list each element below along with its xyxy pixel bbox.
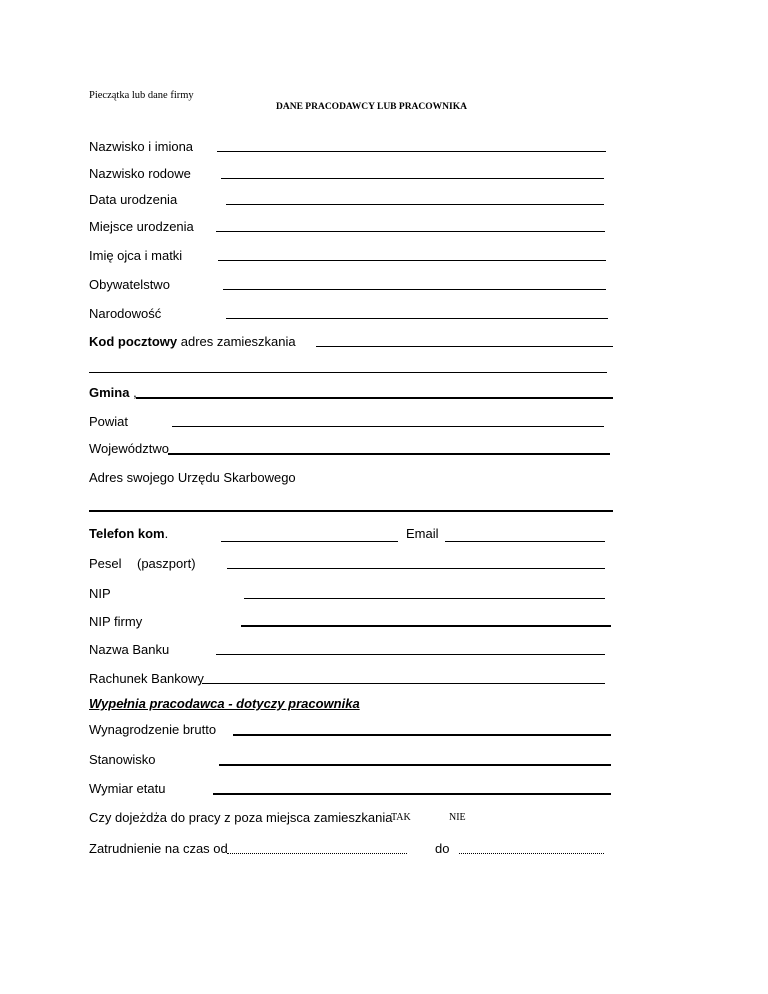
postal-code-bold-label: Kod pocztowy bbox=[89, 334, 178, 349]
work-time-field[interactable] bbox=[213, 793, 611, 795]
gmina-comma: , bbox=[133, 385, 137, 400]
bank-account-label: Rachunek Bankowy bbox=[89, 671, 204, 686]
commute-question-label: Czy dojeżdża do pracy z poza miejsca zamieszkania bbox=[89, 810, 393, 825]
family-name-label: Nazwisko rodowe bbox=[89, 166, 191, 181]
position-field[interactable] bbox=[219, 764, 611, 766]
birth-date-field[interactable] bbox=[226, 204, 604, 205]
tax-office-label: Adres swojego Urzędu Skarbowego bbox=[89, 470, 296, 485]
family-name-field[interactable] bbox=[221, 178, 604, 179]
employment-to-field[interactable] bbox=[459, 853, 604, 854]
phone-bold-label: Telefon kom bbox=[89, 526, 165, 541]
bank-account-field[interactable] bbox=[202, 683, 605, 684]
commute-yes-option[interactable]: TAK bbox=[391, 812, 411, 823]
position-label: Stanowisko bbox=[89, 752, 156, 767]
wojewodztwo-label: Województwo bbox=[89, 441, 169, 456]
address-continuation-field[interactable] bbox=[89, 372, 607, 373]
nationality-field[interactable] bbox=[226, 318, 608, 319]
phone-field[interactable] bbox=[221, 541, 398, 542]
bank-name-label: Nazwa Banku bbox=[89, 642, 170, 657]
nip-label: NIP bbox=[89, 586, 111, 601]
pesel-field[interactable] bbox=[227, 568, 605, 569]
phone-dot: . bbox=[164, 526, 169, 541]
employment-from-label: Zatrudnienie na czas od bbox=[89, 841, 228, 856]
surname-names-label: Nazwisko i imiona bbox=[89, 139, 194, 154]
birth-date-label: Data urodzenia bbox=[89, 192, 178, 207]
email-label: Email bbox=[406, 526, 439, 541]
phone-label bbox=[89, 527, 168, 540]
citizenship-label: Obywatelstwo bbox=[89, 277, 170, 292]
tax-office-field[interactable] bbox=[89, 510, 613, 512]
work-time-label: Wymiar etatu bbox=[89, 781, 166, 796]
gmina-bold-label: Gmina bbox=[89, 385, 130, 400]
passport-label: (paszport) bbox=[137, 556, 196, 571]
powiat-field[interactable] bbox=[172, 426, 604, 427]
nip-company-field[interactable] bbox=[241, 625, 611, 627]
commute-no-option[interactable]: NIE bbox=[449, 812, 466, 823]
employment-to-label: do bbox=[435, 841, 450, 856]
gross-salary-label: Wynagrodzenie brutto bbox=[89, 722, 217, 737]
company-stamp-label: Pieczątka lub dane firmy bbox=[89, 90, 194, 101]
parents-names-label: Imię ojca i matki bbox=[89, 248, 183, 263]
postal-code-label bbox=[89, 335, 296, 348]
nip-field[interactable] bbox=[244, 598, 605, 599]
form-title: DANE PRACODAWCY LUB PRACOWNIKA bbox=[276, 102, 467, 112]
birth-place-field[interactable] bbox=[216, 231, 605, 232]
wojewodztwo-field[interactable] bbox=[168, 453, 610, 455]
address-label: adres zamieszkania bbox=[180, 334, 296, 349]
employment-from-field[interactable] bbox=[227, 853, 407, 854]
parents-names-field[interactable] bbox=[218, 260, 606, 261]
employer-section-heading: Wypełnia pracodawca - dotyczy pracownika bbox=[89, 696, 360, 711]
email-field[interactable] bbox=[445, 541, 605, 542]
birth-place-label: Miejsce urodzenia bbox=[89, 219, 194, 234]
nip-company-label: NIP firmy bbox=[89, 614, 143, 629]
nationality-label: Narodowość bbox=[89, 306, 162, 321]
gmina-field[interactable] bbox=[136, 397, 613, 399]
powiat-label: Powiat bbox=[89, 414, 129, 429]
bank-name-field[interactable] bbox=[216, 654, 605, 655]
pesel-label: Pesel bbox=[89, 556, 122, 571]
gmina-label bbox=[89, 386, 137, 399]
citizenship-field[interactable] bbox=[223, 289, 606, 290]
postal-code-field[interactable] bbox=[316, 346, 613, 347]
surname-names-field[interactable] bbox=[217, 151, 606, 152]
gross-salary-field[interactable] bbox=[233, 734, 611, 736]
